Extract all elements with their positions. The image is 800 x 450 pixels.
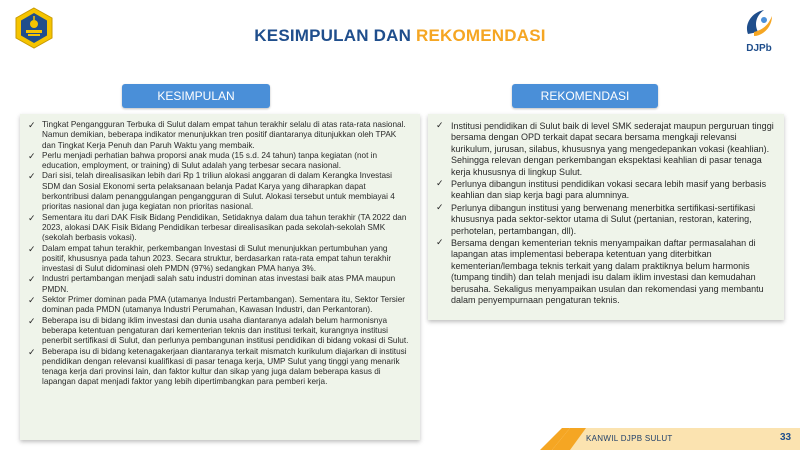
kesimpulan-list bbox=[20, 114, 420, 388]
djpb-logo bbox=[728, 6, 790, 64]
checkmark-icon: ✓ bbox=[436, 178, 444, 189]
checkmark-icon: ✓ bbox=[436, 201, 444, 212]
list-item: ✓ Perlunya dibangun institusi pendidikan vokasi secara lebih masif yang berbasis keahlian dan siap kerja bagi para alumninya. bbox=[436, 178, 767, 201]
checkmark-icon: ✓ bbox=[28, 150, 36, 161]
page-number: 33 bbox=[780, 432, 792, 443]
checkmark-icon: ✓ bbox=[28, 315, 36, 326]
list-item: ✓ Tingkat Pengangguran Terbuka di Sulut dalam empat tahun terakhir selalu di atas rata-rata nasional. Namun demikian, beberapa indikator menunjukkan tren positif diantaranya ditunjukkan oleh TPAK dan Tingkat Kerja Penuh dan Paruh Waktu yang membaik. bbox=[28, 120, 406, 150]
kesimpulan-panel bbox=[20, 114, 420, 440]
page-title bbox=[0, 26, 800, 46]
djpb-mark-icon bbox=[742, 6, 776, 42]
checkmark-icon: ✓ bbox=[28, 274, 36, 285]
list-item: ✓ Perlu menjadi perhatian bahwa proporsi anak muda (15 s.d. 24 tahun) tanpa kegiatan (not in education, employment, or training) di Sulut adalah yang terbesar secara nasional. bbox=[28, 150, 377, 171]
footer-org-text: KANWIL DJPB SULUT bbox=[586, 434, 673, 443]
list-item: ✓ Sektor Primer dominan pada PMA (utamanya Industri Pertambangan). Sementara itu, Sektor Tersier dominan pada PMDN (utamanya Industri Perumahan, Kawasan Industri, dan Perkantoran). bbox=[28, 295, 405, 315]
checkmark-icon: ✓ bbox=[28, 212, 36, 223]
list-item: ✓ Perlunya dibangun institusi yang berwenang menerbitka sertifikasi-sertifikasi khususnya pada sektor-sektor utama di Sulut (pertanian, restoran, katering, perhotelan, pertambangan, dll). bbox=[436, 201, 756, 236]
checkmark-icon: ✓ bbox=[28, 295, 36, 306]
rekomendasi-panel bbox=[428, 114, 784, 320]
checkmark-icon: ✓ bbox=[28, 120, 36, 130]
list-item: ✓ Bersama dengan kementerian teknis menyampaikan daftar permasalahan di lapangan atas implementasi beberapa ketentuan yang diterbitkan kementerian/lembaga teknis terkait yang dalam praktiknya belum harmonis (tumpang tindih) dan telah menjadi isu dalam iklim investasi dan kemudahan berusaha. Sekaligus menyampaikan usulan dan rekomendasi yang membantu dalam penyempurnaan pengaturan teknis. bbox=[436, 237, 764, 306]
checkmark-icon: ✓ bbox=[28, 346, 36, 357]
list-item: ✓ Beberapa isu di bidang iklim investasi dan dunia usaha diantaranya adalah belum harmonisnya beberapa ketentuan pengaturan dari kementerian teknis dan institusi terkait, kurangnya institusi penerbit sertifikasi di Sulut, dan perlunya pembangunan institusi pendidikan di bidang vokasi di Sulut. bbox=[28, 315, 409, 346]
rekomendasi-list bbox=[428, 114, 784, 307]
checkmark-icon: ✓ bbox=[28, 243, 36, 254]
title-part-2: REKOMENDASI bbox=[415, 26, 546, 45]
checkmark-icon: ✓ bbox=[436, 120, 444, 130]
list-item: ✓ Sementara itu dari DAK Fisik Bidang Pendidikan, Setidaknya dalam dua tahun terakhir (TA 2022 dan 2023, alokasi DAK Fisik Bidang Pendidikan terbesar direalisasikan pada sekolah-sekolah SMK (sekolah berbasis vokasi). bbox=[28, 212, 407, 243]
rekomendasi-heading: REKOMENDASI bbox=[512, 84, 658, 108]
checkmark-icon: ✓ bbox=[28, 171, 36, 182]
kesimpulan-heading: KESIMPULAN bbox=[122, 84, 270, 108]
list-item: ✓ Dari sisi, telah direalisasikan lebih dari Rp 1 triliun alokasi anggaran di dalam Kerangka Investasi SDM dan Sosial Ekonomi serta pelaksanaan belanja Padat Karya yang diharapkan dapat berkontribusi dalam penanggulangan pengangguran di Sulut. Alokasi tersebut untuk membiayai 4 prioritas nasional dan juga kegiatan non prioritas nasional. bbox=[28, 171, 395, 212]
list-item: ✓ Dalam empat tahun terakhir, perkembangan Investasi di Sulut menunjukkan pertumbuhan yang positif, khususnya pada tahun 2023. Secara struktur, berdasarkan rata-rata empat tahun terakhir investasi di Sulut didominasi oleh PMDN (97%) sedangkan PMA hanya 3%. bbox=[28, 243, 392, 274]
djpb-brand-text: DJPb bbox=[746, 43, 772, 54]
checkmark-icon: ✓ bbox=[436, 237, 444, 248]
list-item: ✓ Industri pertambangan menjadi salah satu industri dominan atas investasi baik atas PMA maupun PMDN. bbox=[28, 274, 396, 294]
list-item: ✓ Beberapa isu di bidang ketenagakerjaan diantaranya terkait mismatch kurikulum diajarkan di institusi pendidikan dengan relevansi kualifikasi di pasar tenaga kerja, UMP Sulut yang tinggi yang menarik tenaga kerja dari provinsi lain, dan faktor kultur dan sikap yang juga dalam beberapa kasus di lapangan dapat menjadi faktor yang lebih dipertimbangkan para pemberi kerja. bbox=[28, 346, 407, 387]
title-part-1: KESIMPULAN DAN bbox=[254, 26, 412, 45]
list-item: ✓ Institusi pendidikan di Sulut baik di level SMK sederajat maupun perguruan tinggi bersama dengan OPD terkait dapat secara bersama mengkaji relevansi kurikulum, jurusan, silabus, khususnya yang mengedepankan vokasi (keahlian). Sehingga relevan dengan perkembangan ekspektasi keahlian di pasar tenaga kerja khususnya di lingkup Sulut. bbox=[436, 120, 774, 177]
